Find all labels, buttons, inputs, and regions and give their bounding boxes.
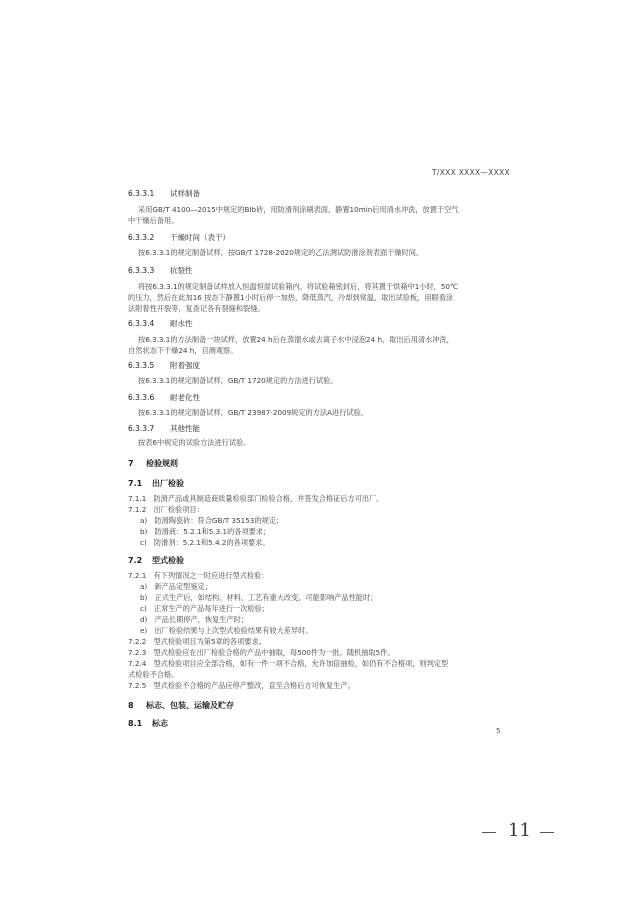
p-724a: 7.2.4 型式检验项目应全部合格，如有一件一项不合格，允许加倍抽检，如仍有不合格项，则判定型 [128,659,449,668]
p-721b: b) 正式生产后，如结构、材料、工艺有重大改变，可能影响产品性能时； [140,593,378,602]
h-7 [128,458,178,469]
p-724b: 式检验不合格。 [128,670,179,679]
inner-page-number: 5 [496,727,501,735]
section-number: 6.3.3.3 [128,266,155,275]
section-title: 耐老化性 [170,393,200,402]
h-81 [128,718,168,729]
section-title: 附着强度 [170,361,200,370]
section-title: 其他性能 [170,424,200,433]
p-6334a: 按6.3.3.1的方法制备一块试样，放置24 h后在蒸馏水或去离子水中浸泡24 h，取出后用清水冲洗， [138,335,454,344]
p-712a: a) 防滑陶瓷砖：符合GB/T 35153的规定； [140,516,284,525]
p-6331b: 中干燥后备用。 [128,216,179,225]
h-6334 [128,318,193,329]
h-6337 [128,423,200,434]
section-number: 6.3.3.1 [128,189,155,198]
p-721c: c) 正常生产的产品每年进行一次检验； [140,604,269,613]
p-712c: c) 防滑剂：5.2.1和5.4.2的各项要求。 [140,538,270,547]
p-721e: e) 出厂检验结果与上次型式检验结果有较大差异时。 [140,626,313,635]
h-72 [128,555,184,566]
h-6332 [128,232,230,243]
section-number: 8 [128,701,134,710]
p-6335: 按6.3.3.1的规定制备试样，GB/T 1720规定的方法进行试验。 [138,376,338,385]
h-6336 [128,392,200,403]
section-title: 型式检验 [152,556,184,565]
p-6331a: 采用GB/T 4100—2015中规定的BIb砖，用防滑剂涂刷表面，静置10min后用清水冲洗，放置于空气 [138,205,459,214]
p-6334b: 自然状态下干燥24 h，目测观察。 [128,346,238,355]
section-number: 6.3.3.6 [128,393,155,402]
p-721a: a) 新产品定型鉴定； [140,582,212,591]
h-6331 [128,188,200,199]
p-6332: 按6.3.3.1的规定制备试样，按GB/T 1728-2020规定的乙法测试防滑涂剂表面干燥时间。 [138,248,424,257]
section-number: 7.2 [128,556,143,565]
p-725: 7.2.5 型式检验不合格的产品应停产整改，直至合格后方可恢复生产。 [128,681,355,690]
p-6333a: 将按6.3.3.1的规定制备试样放入恒温恒湿试验箱内，将试验箱密封后，将其置于烘箱中1小时，50℃ [138,282,459,291]
p-721: 7.2.1 有下列情况之一时应进行型式检验： [128,571,269,580]
section-number: 7.1 [128,479,143,488]
h-71 [128,478,184,489]
section-number: 6.3.3.2 [128,233,155,242]
section-title: 耐水性 [170,319,193,328]
section-title: 检验规则 [146,459,178,468]
section-number: 7 [128,459,134,468]
p-6337: 按表6中规定的试验方法进行试验。 [138,438,251,447]
section-number: 6.3.3.4 [128,319,155,328]
p-712b: b) 防滑液：5.2.1和5.3.1的各项要求； [140,527,271,536]
section-number: 6.3.3.5 [128,361,155,370]
p-722: 7.2.2 型式检验项目为第5章的各项要求。 [128,637,266,646]
section-title: 干燥时间（表干） [170,233,230,242]
p-711: 7.1.1 防滑产品或具制造商质量检验部门检验合格，并签发合格证后方可出厂。 [128,494,384,503]
p-6333b: 的压力，然后在此加16 按态下静置1小时后停一加热，降低蒸汽，冷却到常温，取出试验板，用眼看涂 [128,293,454,302]
p-712: 7.1.2 出厂检验项目： [128,505,204,514]
section-title: 出厂检验 [152,479,184,488]
footer-dash-left [482,832,496,833]
page-number: 11 [508,820,531,841]
h-6335 [128,360,200,371]
h-6333 [128,265,193,276]
p-723: 7.2.3 型式检验应在出厂检验合格的产品中抽取，每500件为一批，随机抽取5件。 [128,648,395,657]
section-title: 标志 [152,719,168,728]
section-number: 8.1 [128,719,143,728]
p-721d: d) 产品长期停产，恢复生产时； [140,615,248,624]
section-title: 抗裂性 [170,266,193,275]
section-title: 标志、包装、运输及贮存 [146,701,234,710]
p-6336: 按6.3.3.1的规定制备试样，GB/T 23987-2009规定的方法A进行试验。 [138,408,368,417]
document-code-header: T/XXX XXXX—XXXX [431,168,510,177]
footer-dash-right [540,832,554,833]
section-title: 试样制备 [170,189,200,198]
p-6333c: 法附着性开裂等，复查记各有裂缝和裂缝。 [128,304,265,313]
h-8 [128,700,234,711]
section-number: 6.3.3.7 [128,424,155,433]
